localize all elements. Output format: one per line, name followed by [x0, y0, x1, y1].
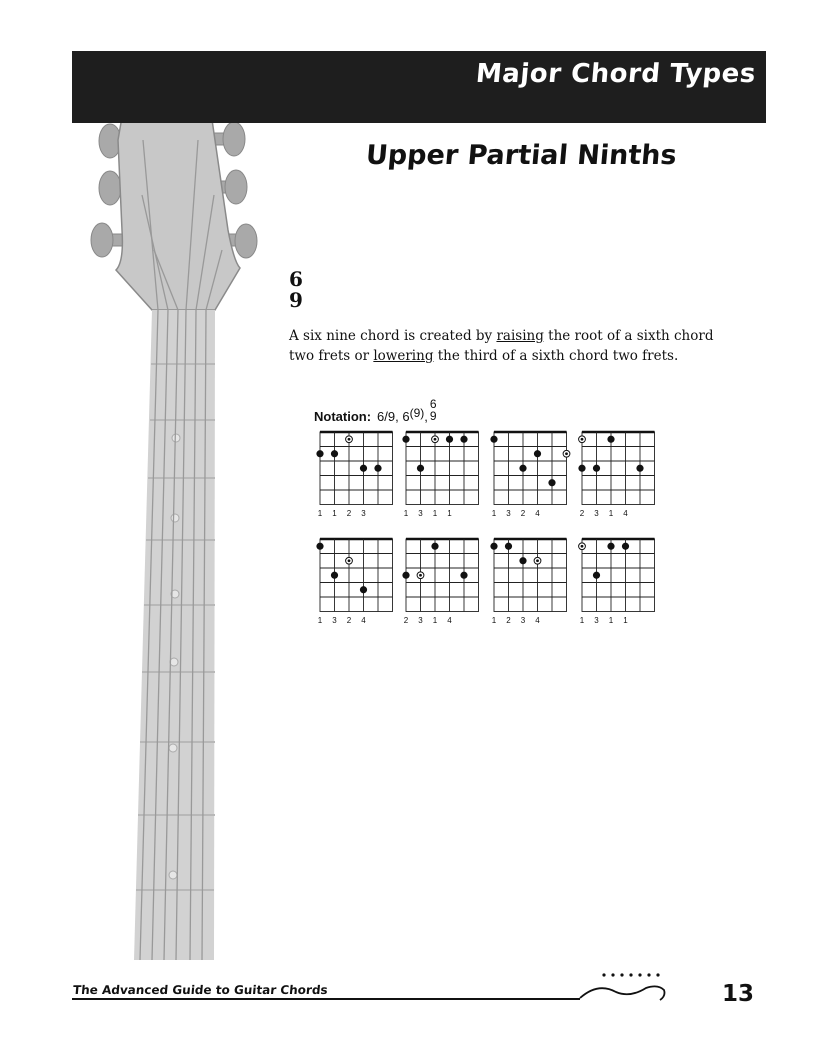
- description-keyword-raising: raising: [496, 328, 544, 344]
- chord-symbol-bottom: 9: [289, 288, 303, 312]
- finger-number: 3: [418, 615, 423, 625]
- finger-dot: [622, 543, 629, 550]
- finger-number: 3: [418, 508, 423, 518]
- finger-number: 4: [623, 508, 628, 518]
- finger-number: 3: [594, 615, 599, 625]
- root-marker-center: [565, 452, 568, 455]
- finger-dot: [534, 450, 541, 457]
- chord-diagram: [578, 432, 654, 505]
- finger-dot: [636, 465, 643, 472]
- finger-dot: [607, 543, 614, 550]
- finger-number: 3: [332, 615, 337, 625]
- section-title: Upper Partial Ninths: [364, 140, 678, 171]
- notation-stack-bottom: 9: [429, 409, 437, 423]
- fretboard-grid: [320, 432, 393, 505]
- notation-comma: ,: [424, 409, 428, 424]
- finger-dot: [490, 543, 497, 550]
- chord-diagram: [490, 539, 566, 612]
- root-marker-center: [536, 559, 539, 562]
- root-marker-center: [348, 559, 351, 562]
- finger-dot: [417, 465, 424, 472]
- finger-dot: [431, 543, 438, 550]
- finger-dot: [460, 436, 467, 443]
- finger-number: 3: [361, 508, 366, 518]
- finger-dot: [505, 543, 512, 550]
- finger-dot: [490, 436, 497, 443]
- finger-number: 1: [608, 615, 614, 625]
- footer-guitar-curve: [572, 968, 672, 1008]
- finger-number: 2: [520, 508, 526, 518]
- chord-diagram: [490, 432, 569, 505]
- finger-number: 3: [506, 508, 511, 518]
- finger-dot: [331, 572, 338, 579]
- finger-number: 2: [579, 508, 585, 518]
- notation-label: Notation:: [314, 409, 372, 424]
- finger-dot: [331, 450, 338, 457]
- finger-dot: [360, 586, 367, 593]
- root-marker-center: [419, 574, 422, 577]
- chord-diagram: [316, 432, 392, 505]
- finger-number: 1: [432, 508, 438, 518]
- finger-number: 4: [447, 615, 452, 625]
- fretboard-grid: [494, 432, 567, 505]
- finger-number: 1: [432, 615, 438, 625]
- finger-dot: [402, 572, 409, 579]
- finger-number: 3: [594, 508, 599, 518]
- finger-number: 1: [447, 508, 452, 518]
- root-marker-center: [581, 438, 584, 441]
- finger-dot: [360, 465, 367, 472]
- finger-number: 1: [491, 508, 497, 518]
- fretboard-grid: [494, 539, 567, 612]
- finger-dot: [519, 557, 526, 564]
- fretboard-grid: [582, 432, 655, 505]
- finger-number: 1: [317, 615, 323, 625]
- finger-number: 3: [520, 615, 526, 625]
- root-marker-center: [348, 438, 351, 441]
- chord-symbol-top: 6: [289, 267, 303, 291]
- finger-number: 1: [608, 508, 614, 518]
- finger-number: 4: [535, 615, 540, 625]
- finger-dot: [316, 450, 323, 457]
- root-marker-center: [581, 545, 584, 548]
- finger-number: 2: [346, 615, 352, 625]
- finger-number: 4: [535, 508, 540, 518]
- finger-dot: [316, 543, 323, 550]
- finger-number: 4: [361, 615, 366, 625]
- chord-diagram: [402, 539, 478, 612]
- finger-number: 2: [506, 615, 511, 625]
- finger-number: 2: [346, 508, 352, 518]
- footer-rule: [72, 998, 580, 1000]
- fretboard-grid: [582, 539, 655, 612]
- finger-dot: [402, 436, 409, 443]
- finger-number: 1: [403, 508, 409, 518]
- finger-dot: [548, 479, 555, 486]
- header-title: Major Chord Types: [474, 59, 758, 89]
- finger-number: 1: [317, 508, 323, 518]
- finger-number: 2: [403, 615, 409, 625]
- chord-diagram: [579, 539, 655, 612]
- finger-dot: [460, 572, 467, 579]
- finger-dot: [374, 465, 381, 472]
- finger-dot: [578, 465, 585, 472]
- chord-diagram: [402, 432, 478, 505]
- finger-dot: [593, 465, 600, 472]
- finger-dot: [593, 572, 600, 579]
- finger-dot: [519, 465, 526, 472]
- finger-number: 1: [332, 508, 337, 518]
- description-part: the root of a sixth chord two frets or: [289, 328, 714, 364]
- chord-diagram: [316, 539, 392, 612]
- description-part: A six nine chord is created by: [289, 328, 497, 344]
- finger-dot: [446, 436, 453, 443]
- notation-stack-top: 6: [429, 397, 437, 411]
- page-number: 13: [722, 981, 755, 1007]
- finger-dot: [607, 436, 614, 443]
- notation-text: 6/9, 6: [377, 409, 410, 424]
- finger-number: 1: [579, 615, 585, 625]
- finger-number: 1: [491, 615, 497, 625]
- description-part: the third of a sixth chord two frets.: [433, 348, 679, 364]
- notation-superscript: (9): [409, 406, 425, 420]
- finger-number: 1: [623, 615, 628, 625]
- description-keyword-lowering: lowering: [373, 348, 434, 364]
- footer-title: The Advanced Guide to Guitar Chords: [72, 983, 329, 997]
- root-marker-center: [434, 438, 437, 441]
- fretboard-grid: [406, 432, 479, 505]
- fretboard-grid: [320, 539, 393, 612]
